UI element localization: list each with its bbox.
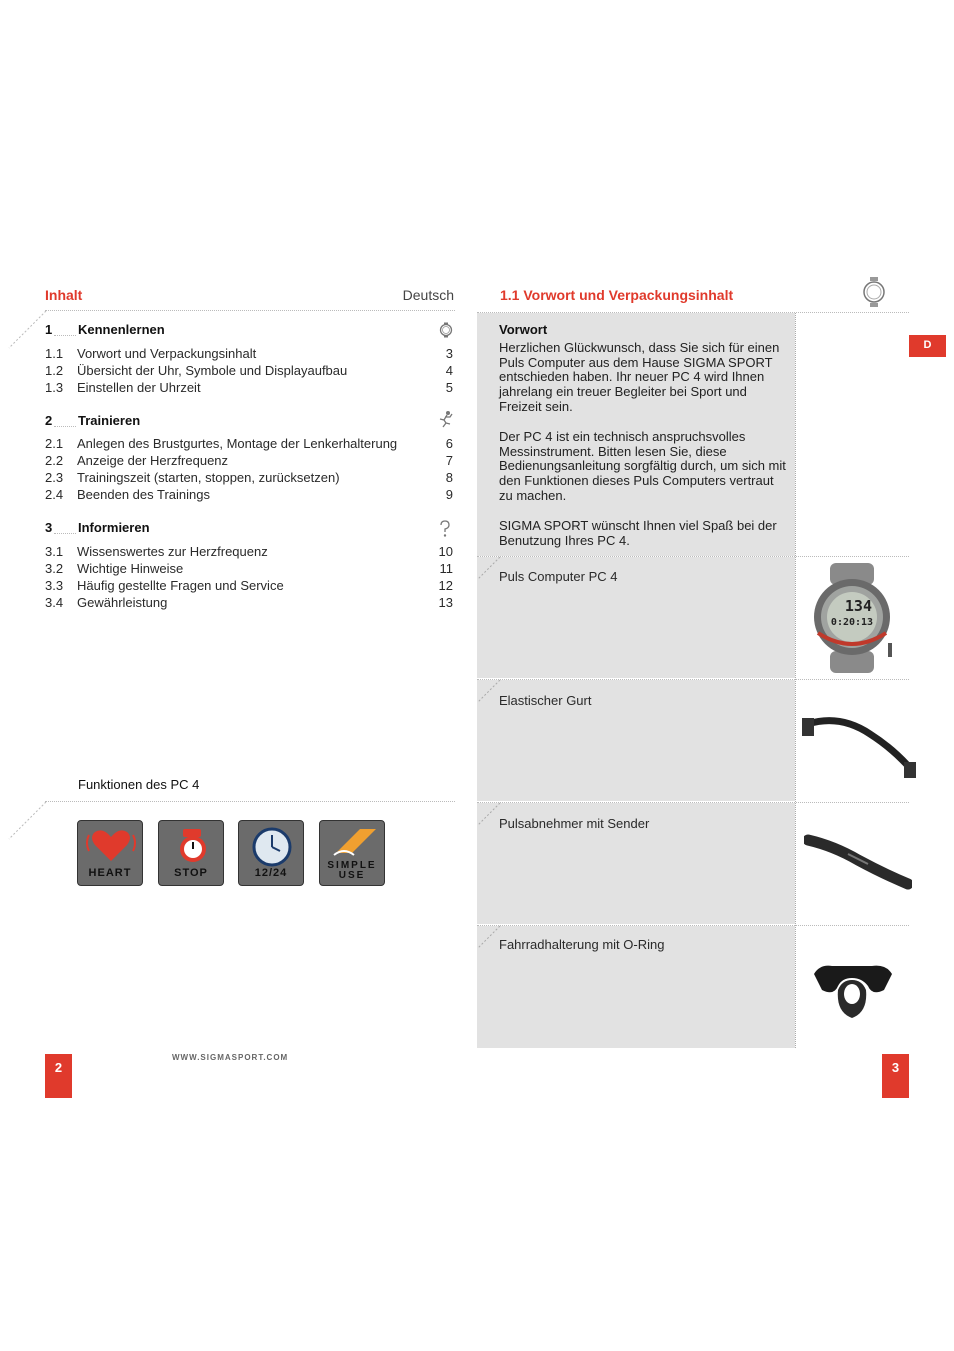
- foreword-paragraph-2: Der PC 4 ist ein technisch anspruchsvolles Messinstrument. Bitten lesen Sie, diese Bedienungsanleitung sorgfältig durch, um sich mit den Funktionen dieses Puls Computers vertraut zu machen.: [499, 429, 786, 503]
- bike-mount-icon: [812, 960, 894, 1022]
- toc-item-2-4[interactable]: 2.4 Beenden des Trainings 9: [45, 487, 453, 502]
- content-item-bike-mount: Fahrradhalterung mit O-Ring: [499, 937, 665, 952]
- toc-section-2-title: Trainieren: [78, 413, 141, 428]
- toc-title: Inhalt: [45, 287, 83, 303]
- toc-item-2-3[interactable]: 2.3 Trainingszeit (starten, stoppen, zurücksetzen) 8: [45, 470, 453, 485]
- content-item-strap: Elastischer Gurt: [499, 693, 592, 708]
- section-title: 1.1 Vorwort und Verpackungsinhalt: [500, 287, 734, 303]
- toc-section-1[interactable]: 1: [45, 322, 53, 337]
- corner-dotted-line: [8, 310, 48, 350]
- corner-dotted-line: [477, 556, 501, 580]
- simple-use-icon: [330, 825, 378, 859]
- toc-item-1-2[interactable]: 1.2 Übersicht der Uhr, Symbole und Displayaufbau 4: [45, 363, 453, 378]
- page-number-left: 2: [45, 1054, 72, 1098]
- functions-title: Funktionen des PC 4: [78, 777, 200, 792]
- toc-section-1-title: Kennenlernen: [78, 322, 165, 337]
- runner-icon: [435, 410, 455, 428]
- watch-image: [812, 563, 892, 673]
- watch-display-line1: 134: [844, 597, 872, 615]
- heart-icon: [83, 825, 139, 865]
- toc-section-3-title: Informieren: [78, 520, 150, 535]
- foreword-paragraph-3: SIGMA SPORT wünscht Ihnen viel Spaß bei der Benutzung Ihres PC 4.: [499, 518, 777, 548]
- corner-dotted-line: [477, 679, 501, 703]
- foreword-paragraph-1: Herzlichen Glückwunsch, dass Sie sich für einen Puls Computer aus dem Hause SIGMA SPORT entschieden haben. Ihr neuer PC 4 wird Ihnen jahrelang ein treuer Begleiter bei Sport und Freizeit sein.: [499, 340, 780, 414]
- corner-dotted-line: [477, 925, 501, 949]
- watch-icon: [861, 276, 887, 308]
- language-tab[interactable]: D: [909, 335, 946, 357]
- question-icon: [438, 520, 452, 538]
- toc-item-2-1[interactable]: 2.1 Anlegen des Brustgurtes, Montage der Lenkerhalterung 6: [45, 436, 453, 451]
- transmitter-icon: [804, 830, 912, 892]
- content-item-transmitter: Pulsabnehmer mit Sender: [499, 816, 650, 831]
- elastic-strap-icon: [800, 708, 918, 780]
- toc-section-2[interactable]: 2: [45, 413, 53, 428]
- clock-icon: [252, 827, 292, 867]
- language-label: Deutsch: [402, 287, 454, 303]
- content-item-watch: Puls Computer PC 4: [499, 569, 618, 584]
- corner-dotted-line: [477, 802, 501, 826]
- function-12-24: 12/24: [238, 820, 304, 886]
- stopwatch-icon: [173, 827, 213, 865]
- toc-item-3-3[interactable]: 3.3 Häufig gestellte Fragen und Service 12: [45, 578, 453, 593]
- toc-item-3-2[interactable]: 3.2 Wichtige Hinweise 11: [45, 561, 453, 576]
- function-heart: HEART: [77, 820, 143, 886]
- function-simple-use: SIMPLE USE: [319, 820, 385, 886]
- watch-display-line2: 0:20:13: [830, 617, 874, 628]
- toc-item-1-3[interactable]: 1.3 Einstellen der Uhrzeit 5: [45, 380, 453, 395]
- toc-item-3-4[interactable]: 3.4 Gewährleistung 13: [45, 595, 453, 610]
- toc-item-3-1[interactable]: 3.1 Wissenswertes zur Herzfrequenz 10: [45, 544, 453, 559]
- function-stop: STOP: [158, 820, 224, 886]
- toc-item-1-1[interactable]: 1.1 Vorwort und Verpackungsinhalt 3: [45, 346, 453, 361]
- watch-icon: [438, 322, 454, 338]
- foreword-heading: Vorwort: [499, 322, 548, 337]
- corner-dotted-line: [8, 801, 48, 841]
- toc-section-3[interactable]: 3: [45, 520, 53, 535]
- website-link[interactable]: WWW.SIGMASPORT.COM: [172, 1053, 289, 1062]
- toc-item-2-2[interactable]: 2.2 Anzeige der Herzfrequenz 7: [45, 453, 453, 468]
- page-number-right: 3: [882, 1054, 909, 1098]
